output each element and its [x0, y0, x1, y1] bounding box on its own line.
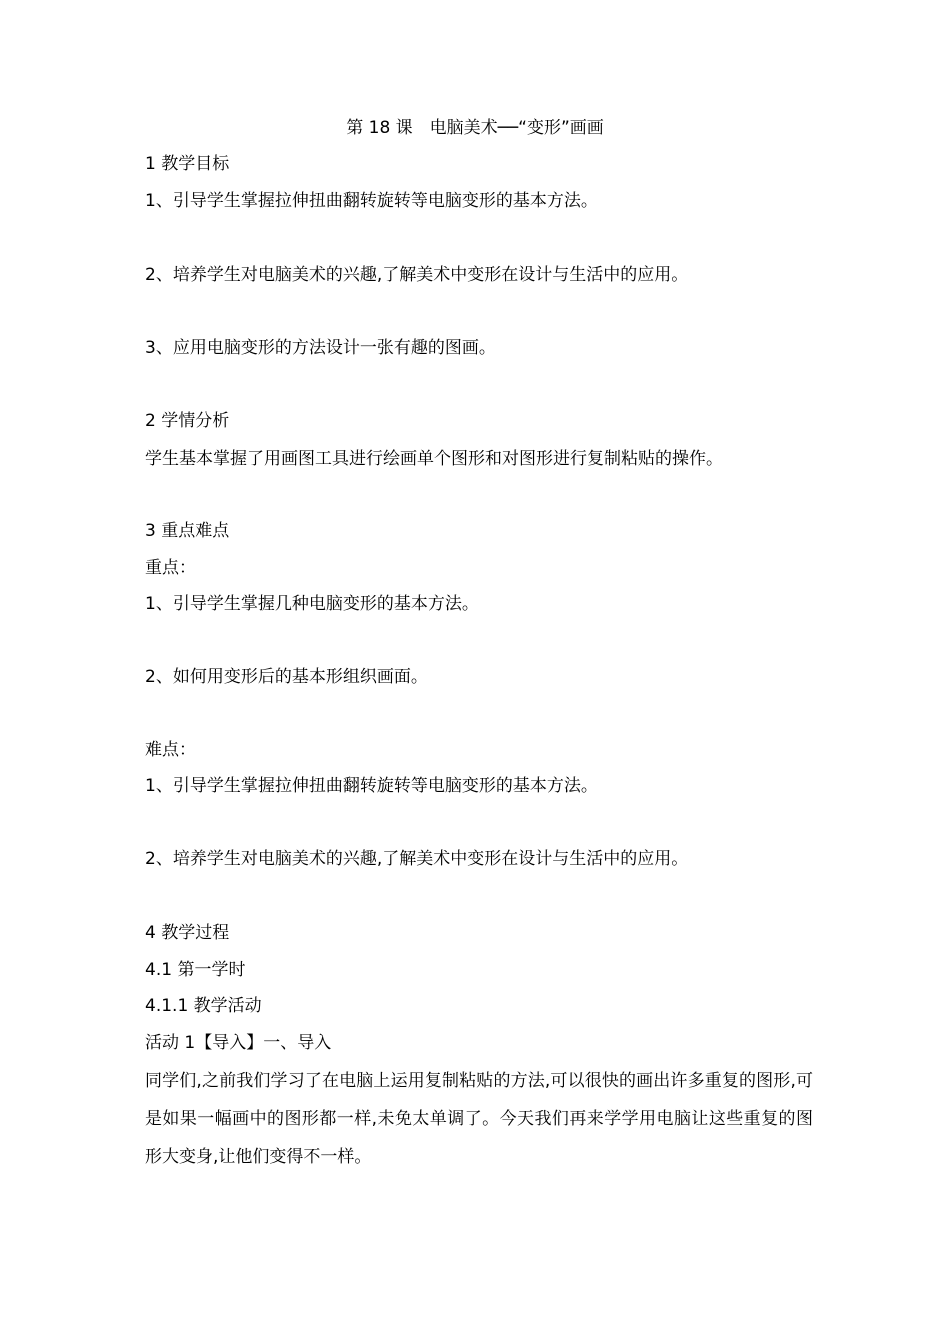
subsection-heading-activities: 4.1.1 教学活动: [145, 996, 262, 1016]
goal-item-1: 1、引导学生掌握拉伸扭曲翻转旋转等电脑变形的基本方法。: [145, 191, 598, 211]
activity-paragraph: 同学们,之前我们学习了在电脑上运用复制粘贴的方法,可以很快的画出许多重复的图形,可是如果一幅画中的图形都一样,未免太单调了。今天我们再来学学用电脑让这些重复的图形大变身,让他们变得不一样。: [145, 1071, 813, 1167]
difficult-label: 难点：: [145, 740, 196, 760]
goal-item-3: 3、应用电脑变形的方法设计一张有趣的图画。: [145, 338, 496, 358]
lesson-title: 第 18 课 电脑美术──“变形”画画: [346, 118, 604, 138]
activity-heading: 活动 1【导入】一、导入: [145, 1033, 332, 1053]
section-heading-analysis: 2 学情分析: [145, 411, 230, 431]
goal-item-2: 2、培养学生对电脑美术的兴趣,了解美术中变形在设计与生活中的应用。: [145, 265, 689, 285]
difficult-item-2: 2、培养学生对电脑美术的兴趣,了解美术中变形在设计与生活中的应用。: [145, 849, 689, 869]
section-heading-goals: 1 教学目标: [145, 154, 230, 174]
difficult-item-1: 1、引导学生掌握拉伸扭曲翻转旋转等电脑变形的基本方法。: [145, 776, 598, 796]
section-heading-process: 4 教学过程: [145, 923, 230, 943]
analysis-text: 学生基本掌握了用画图工具进行绘画单个图形和对图形进行复制粘贴的操作。: [145, 449, 723, 469]
key-label: 重点：: [145, 558, 196, 578]
key-item-1: 1、引导学生掌握几种电脑变形的基本方法。: [145, 594, 479, 614]
section-heading-key-points: 3 重点难点: [145, 521, 230, 541]
key-item-2: 2、如何用变形后的基本形组织画面。: [145, 667, 428, 687]
subsection-heading-first-period: 4.1 第一学时: [145, 960, 246, 980]
